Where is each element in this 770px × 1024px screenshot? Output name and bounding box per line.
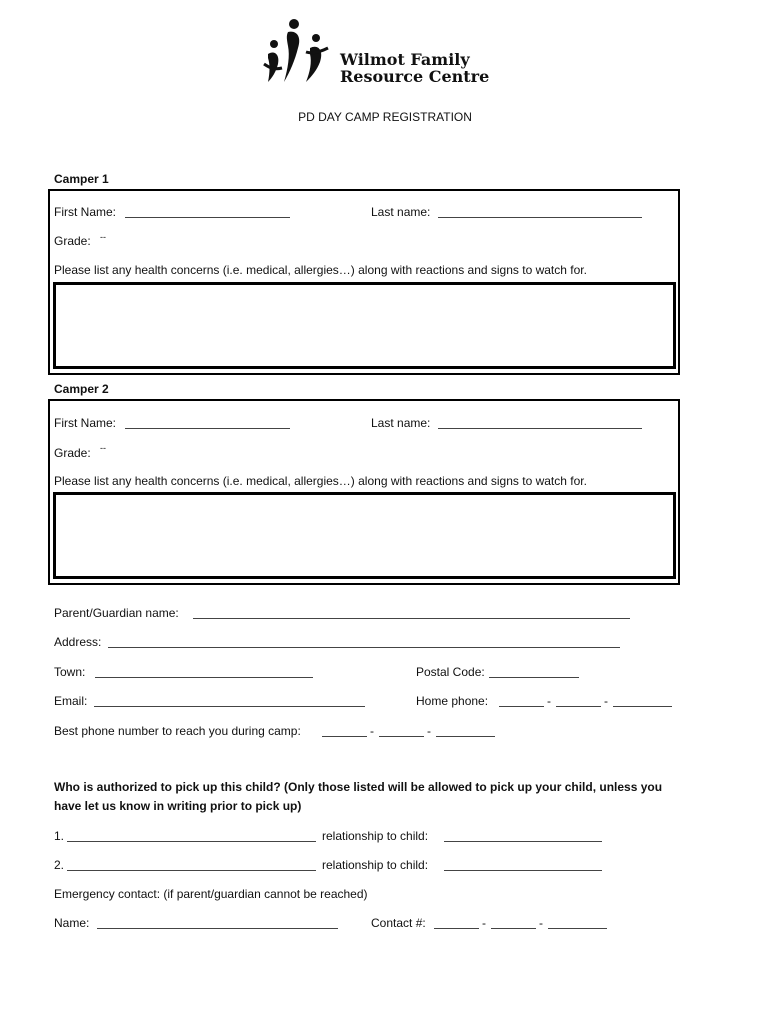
emergency-contact-label: Contact #: bbox=[371, 916, 426, 930]
home-phone-area-field[interactable] bbox=[499, 706, 544, 707]
pickup-item2-number: 2. bbox=[54, 858, 65, 872]
pickup-question-line2: have let us know in writing prior to pick up) bbox=[54, 799, 302, 813]
camper2-last-name-label: Last name: bbox=[371, 416, 431, 430]
best-phone-prefix-field[interactable] bbox=[379, 736, 424, 737]
emergency-heading: Emergency contact: (if parent/guardian cannot be reached) bbox=[54, 887, 368, 901]
phone-separator: - bbox=[370, 724, 374, 738]
emergency-phone-line-field[interactable] bbox=[548, 928, 607, 929]
camper1-first-name-field[interactable] bbox=[125, 217, 290, 218]
best-phone-line-field[interactable] bbox=[436, 736, 495, 737]
phone-separator: - bbox=[539, 916, 543, 930]
org-name-line2: Resource Centre bbox=[340, 67, 490, 86]
best-phone-label: Best phone number to reach you during camp: bbox=[54, 724, 301, 738]
address-field[interactable] bbox=[108, 647, 620, 648]
pickup-person2-field[interactable] bbox=[67, 870, 316, 871]
camper2-heading: Camper 2 bbox=[54, 382, 109, 396]
camper2-first-name-label: First Name: bbox=[54, 416, 117, 430]
email-label: Email: bbox=[54, 694, 88, 708]
camper2-grade-select[interactable]: -- bbox=[100, 443, 106, 453]
camper2-last-name-field[interactable] bbox=[438, 428, 642, 429]
camper1-health-prompt: Please list any health concerns (i.e. medical, allergies…) along with reactions and signs to watch for. bbox=[54, 263, 587, 277]
emergency-phone-area-field[interactable] bbox=[434, 928, 479, 929]
pickup-relationship1-label: relationship to child: bbox=[322, 829, 429, 843]
pickup-question-line1: Who is authorized to pick up this child? (Only those listed will be allowed to pick up your child, unless you bbox=[54, 780, 663, 794]
camper1-last-name-field[interactable] bbox=[438, 217, 642, 218]
best-phone-area-field[interactable] bbox=[322, 736, 367, 737]
address-label: Address: bbox=[54, 635, 102, 649]
town-field[interactable] bbox=[95, 677, 313, 678]
camper1-health-textarea[interactable] bbox=[53, 282, 676, 369]
emergency-phone-prefix-field[interactable] bbox=[491, 928, 536, 929]
postal-code-field[interactable] bbox=[489, 677, 579, 678]
emergency-name-field[interactable] bbox=[97, 928, 338, 929]
camper2-health-textarea[interactable] bbox=[53, 492, 676, 579]
camper1-grade-select[interactable]: -- bbox=[100, 232, 106, 242]
family-figures-icon bbox=[262, 18, 332, 88]
phone-separator: - bbox=[482, 916, 486, 930]
camper2-first-name-field[interactable] bbox=[125, 428, 290, 429]
pickup-person1-field[interactable] bbox=[67, 841, 316, 842]
phone-separator: - bbox=[427, 724, 431, 738]
home-phone-label: Home phone: bbox=[416, 694, 489, 708]
postal-code-label: Postal Code: bbox=[416, 665, 485, 679]
logo bbox=[262, 18, 490, 88]
pickup-item1-number: 1. bbox=[54, 829, 65, 843]
camper1-heading: Camper 1 bbox=[54, 172, 109, 186]
camper1-first-name-label: First Name: bbox=[54, 205, 117, 219]
camper2-health-prompt: Please list any health concerns (i.e. medical, allergies…) along with reactions and signs to watch for. bbox=[54, 474, 587, 488]
camper1-grade-label: Grade: bbox=[54, 234, 91, 248]
org-name-line1: Wilmot Family bbox=[340, 50, 470, 69]
home-phone-line-field[interactable] bbox=[613, 706, 672, 707]
pickup-relationship2-field[interactable] bbox=[444, 870, 602, 871]
camper1-last-name-label: Last name: bbox=[371, 205, 431, 219]
phone-separator: - bbox=[604, 694, 608, 708]
email-field[interactable] bbox=[94, 706, 365, 707]
page-title: PD DAY CAMP REGISTRATION bbox=[298, 110, 472, 124]
camper2-grade-label: Grade: bbox=[54, 446, 91, 460]
town-label: Town: bbox=[54, 665, 86, 679]
phone-separator: - bbox=[547, 694, 551, 708]
pickup-relationship1-field[interactable] bbox=[444, 841, 602, 842]
home-phone-prefix-field[interactable] bbox=[556, 706, 601, 707]
emergency-name-label: Name: bbox=[54, 916, 90, 930]
parent-name-field[interactable] bbox=[193, 618, 630, 619]
parent-name-label: Parent/Guardian name: bbox=[54, 606, 179, 620]
pickup-relationship2-label: relationship to child: bbox=[322, 858, 429, 872]
